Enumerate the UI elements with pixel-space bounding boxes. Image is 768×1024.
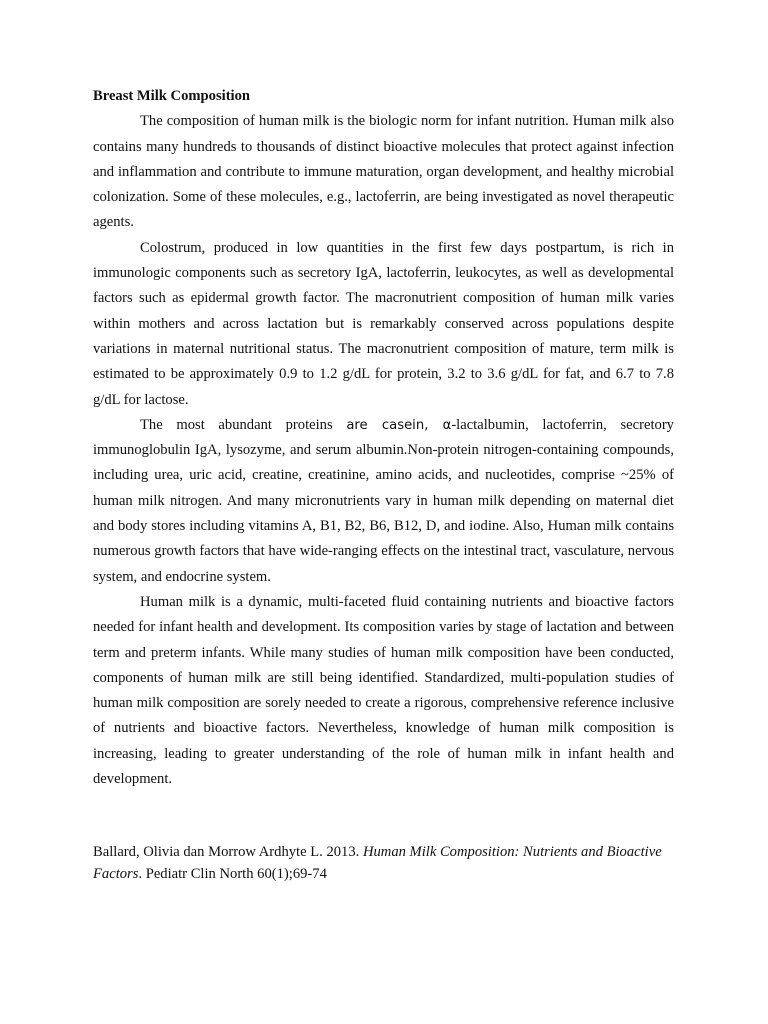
paragraph-3	[93, 413, 674, 590]
citation-source: . Pediatr Clin North 60(1);69-74	[138, 866, 327, 883]
paragraph-2: Colostrum, produced in low quantities in the first few days postpartum, is rich in immunologic components such as secretory IgA, lactoferrin, leukocytes, as well as developmental factors such as epidermal growth factor. The macronutrient composition of human milk varies within mothers and across lactation but is remarkably conserved across populations despite variations in maternal nutritional status. The macronutrient composition of mature, term milk is estimated to be approximately 0.9 to 1.2 g/dL for protein, 3.2 to 3.6 g/dL for fat, and 6.7 to 7.8 g/dL for lactose.	[93, 239, 674, 408]
document-title: Breast Milk Composition	[93, 88, 251, 104]
paragraph-3-rest: -lactalbumin, lactoferrin, secretory immunoglobulin IgA, lysozyme, and serum albumin.Non-protein nitrogen-containing compounds, including urea, uric acid, creatine, creatinine, amino acids, and nucleotides, comprise ~25% of human milk nitrogen. And many micronutrients vary in human milk depending on maternal diet and body stores including vitamins A, B1, B2, B6, B12, D, and iodine. Also, Human milk contains numerous growth factors that have wide-ranging effects on the intestinal tract, vasculature, nervous system, and endocrine system.	[93, 416, 674, 585]
section-spacer	[93, 792, 674, 841]
citation-title: Human Milk Composition: Nutrients and Bioactive Factors	[93, 844, 662, 883]
citation-authors: Ballard, Olivia dan Morrow Ardhyte L. 2013.	[93, 844, 363, 861]
paragraph-1: The composition of human milk is the biologic norm for infant nutrition. Human milk also contains many hundreds to thousands of distinct bioactive molecules that protect against infection and inflammation and contribute to immune maturation, organ development, and healthy microbial colonization. Some of these molecules, e.g., lactoferrin, are being investigated as novel therapeutic agents.	[93, 113, 674, 231]
paragraph-3-start: The most abundant proteins	[140, 416, 347, 433]
paragraph-4: Human milk is a dynamic, multi-faceted fluid containing nutrients and bioactive factors needed for infant health and development. Its composition varies by stage of lactation and between term and preterm infants. While many studies of human milk composition have been conducted, components of human milk are still being identified. Standardized, multi-population studies of human milk composition are sorely needed to create a rigorous, comprehensive reference inclusive of nutrients and bioactive factors. Nevertheless, knowledge of human milk composition is increasing, leading to greater understanding of the role of human milk in infant health and development.	[93, 593, 674, 788]
document-page	[93, 84, 674, 885]
paragraph-3-styled-text: are casein, α	[346, 417, 452, 433]
citation	[93, 841, 674, 885]
